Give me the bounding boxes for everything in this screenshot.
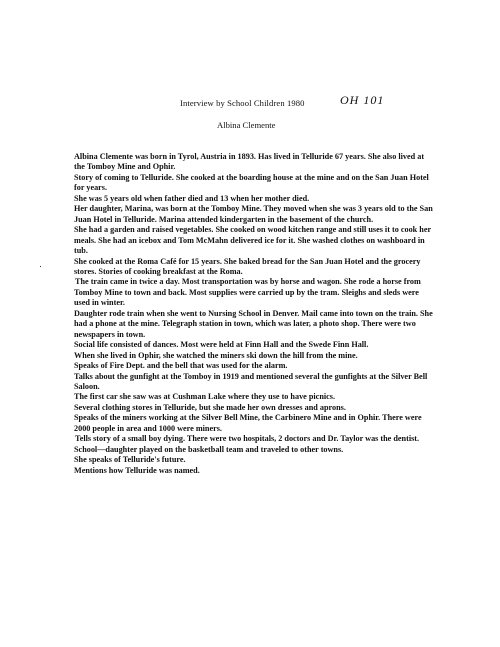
- paragraph: The first car she saw was at Cushman Lake where they use to have picnics.: [74, 392, 336, 402]
- scan-speck: [40, 266, 41, 267]
- interviewee-name: Albina Clemente: [217, 120, 276, 130]
- paragraph: When she lived in Ophir, she watched the miners ski down the hill from the mine.: [74, 350, 358, 360]
- paragraph: She was 5 years old when father died and 13 when her mother died.: [74, 193, 310, 203]
- paragraph: Daughter rode train when she went to Nursing School in Denver. Mail came into town on the train. She had a phone at the mine. Telegraph station in town, which was later, a photo shop. There were two newspapers in town.: [74, 308, 433, 339]
- document-body: [74, 152, 434, 476]
- paragraph: Tells story of a small boy dying. There were two hospitals, 2 doctors and Dr. Taylor was the dentist.: [75, 434, 420, 444]
- paragraph: Mentions how Telluride was named.: [74, 465, 200, 475]
- paragraph: Several clothing stores in Telluride, but she made her own dresses and aprons.: [74, 402, 346, 412]
- paragraph: Speaks of Fire Dept. and the bell that was used for the alarm.: [74, 361, 288, 371]
- paragraph: Story of coming to Telluride. She cooked at the boarding house at the mine and on the San Juan Hotel for years.: [74, 172, 429, 193]
- paragraph: Speaks of the miners working at the Silver Bell Mine, the Carbinero Mine and in Ophir. There were 2000 people in area and 1000 were miners.: [74, 413, 422, 433]
- catalog-number: OH 101: [340, 93, 385, 107]
- paragraph: Her daughter, Marina, was born at the Tomboy Mine. They moved when she was 3 years old to the San Juan Hotel in Telluride. Marina attended kindergarten in the basement of the church.: [74, 204, 433, 224]
- paragraph: Social life consisted of dances. Most were held at Finn Hall and the Swede Finn Hall.: [74, 340, 369, 350]
- paragraph: Albina Clemente was born in Tyrol, Austria in 1893. Has lived in Telluride 67 years. She also lived at the Tomboy Mine and Ophir.: [74, 152, 425, 172]
- document-title: Interview by School Children 1980: [180, 98, 305, 108]
- paragraph: School—daughter played on the basketball team and traveled to other towns.: [74, 444, 344, 454]
- paragraph: She had a garden and raised vegetables. She cooked on wood kitchen range and still uses it to cook her meals. She had an icebox and Tom McMahn delivered ice for it. She washed clothes on washboard in tub.: [74, 225, 431, 256]
- paragraph: She speaks of Telluride's future.: [74, 455, 186, 465]
- paragraph: The train came in twice a day. Most transportation was by horse and wagon. She rode a horse from Tomboy Mine to town and back. Most supplies were carried up by the tram. Sleighs and sleds were used in winter.: [74, 277, 421, 308]
- paragraph: She cooked at the Roma Café for 15 years. She baked bread for the San Juan Hotel and the grocery stores. Stories of cooking breakfast at the Roma.: [74, 256, 421, 276]
- paragraph: Talks about the gunfight at the Tomboy in 1919 and mentioned several the gunfights at the Silver Bell Saloon.: [74, 371, 428, 391]
